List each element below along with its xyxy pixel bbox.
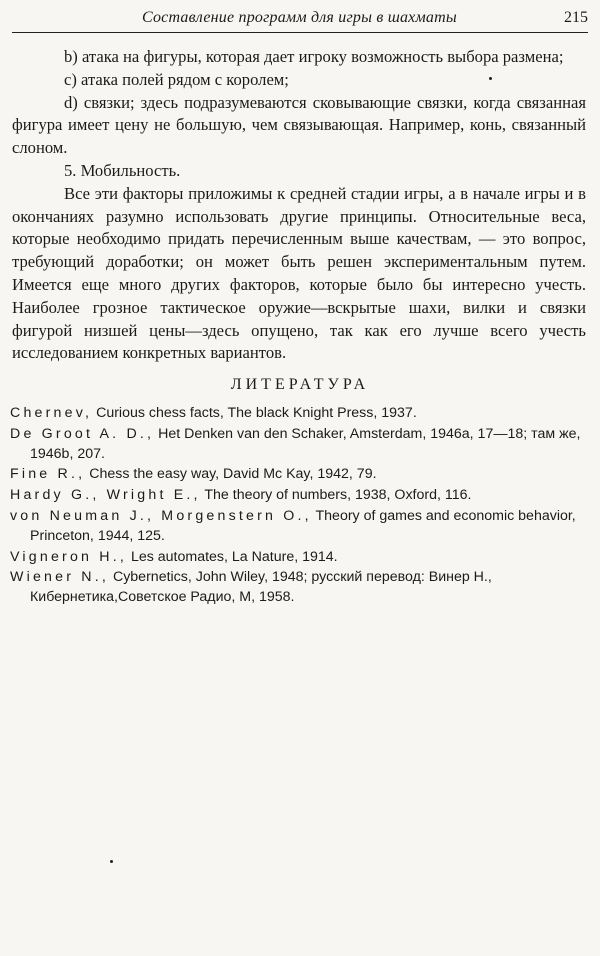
references-heading: ЛИТЕРАТУРА [230,376,370,393]
reference-text: Cybernetics, John Wiley, 1948; русский перевод: Винер Н., Кибернетика,Советское Радио, М, 1958. [30,569,492,606]
print-speck [110,860,113,863]
reference-item [10,548,588,568]
reference-text: Curious chess facts, The black Knight Press, 1937. [92,405,417,421]
references-list [10,404,588,609]
reference-text: Les automates, La Nature, 1914. [127,548,338,565]
reference-item [10,568,588,608]
reference-item [10,465,588,485]
paragraph-item-d: d) связки; здесь подразумеваются сковывающие связки, когда связанная фигура имеет цену не большую, чем связывающая. Например, конь, связанный слоном. [12,92,586,158]
reference-author: Vigneron H., [10,548,128,565]
reference-text: The theory of numbers, 1938, Oxford, 116. [200,487,472,504]
body-text [12,46,586,365]
running-title: Составление программ для игры в шахматы [142,9,457,26]
reference-item [10,404,588,424]
paragraph-item-c: c) атака полей рядом с королем; [64,69,289,89]
reference-item [10,486,588,506]
reference-author: Wiener N., [10,569,110,586]
reference-item [10,507,588,547]
page-header [12,8,588,33]
reference-author: De Groot A. D., [10,425,155,442]
paragraph-summary: Все эти факторы приложимы к средней стадии игры, а в начале игры и в окончаниях разумно использовать другие принципы. Относительные веса, которые необходимо придать перечисленным выше качествам, — это вопрос, требующий доработки; он может быть решен экспериментальным путем. Имеется еще много других факторов, которые было бы интересно учесть. Наиболее грозное тактическое оружие—вскрытые шахи, вилки и связки фигурой низшей цены—здесь опущено, так как его лучше всего учесть исследованием конкретных вариантов. [12,183,586,363]
paragraph-mobility: 5. Мобильность. [64,160,181,180]
page-number: 215 [564,9,588,26]
reference-text: Chess the easy way, David Mc Kay, 1942, 79. [85,466,377,483]
print-speck [489,77,492,80]
reference-text: Theory of games and economic behavior, Princeton, 1944, 125. [30,507,576,544]
reference-item [10,425,588,465]
reference-text: Het Denken van den Schaker, Amsterdam, 1946a, 17—18; там же, 1946b, 207. [30,425,581,462]
reference-author: Chernev, [10,405,93,421]
reference-author: Fine R., [10,466,86,483]
reference-author: von Neuman J., Morgenstern O., [10,507,312,524]
reference-author: Hardy G., Wright E., [10,487,201,504]
paragraph-item-b: b) атака на фигуры, которая дает игроку возможность выбора размена; [64,47,564,66]
